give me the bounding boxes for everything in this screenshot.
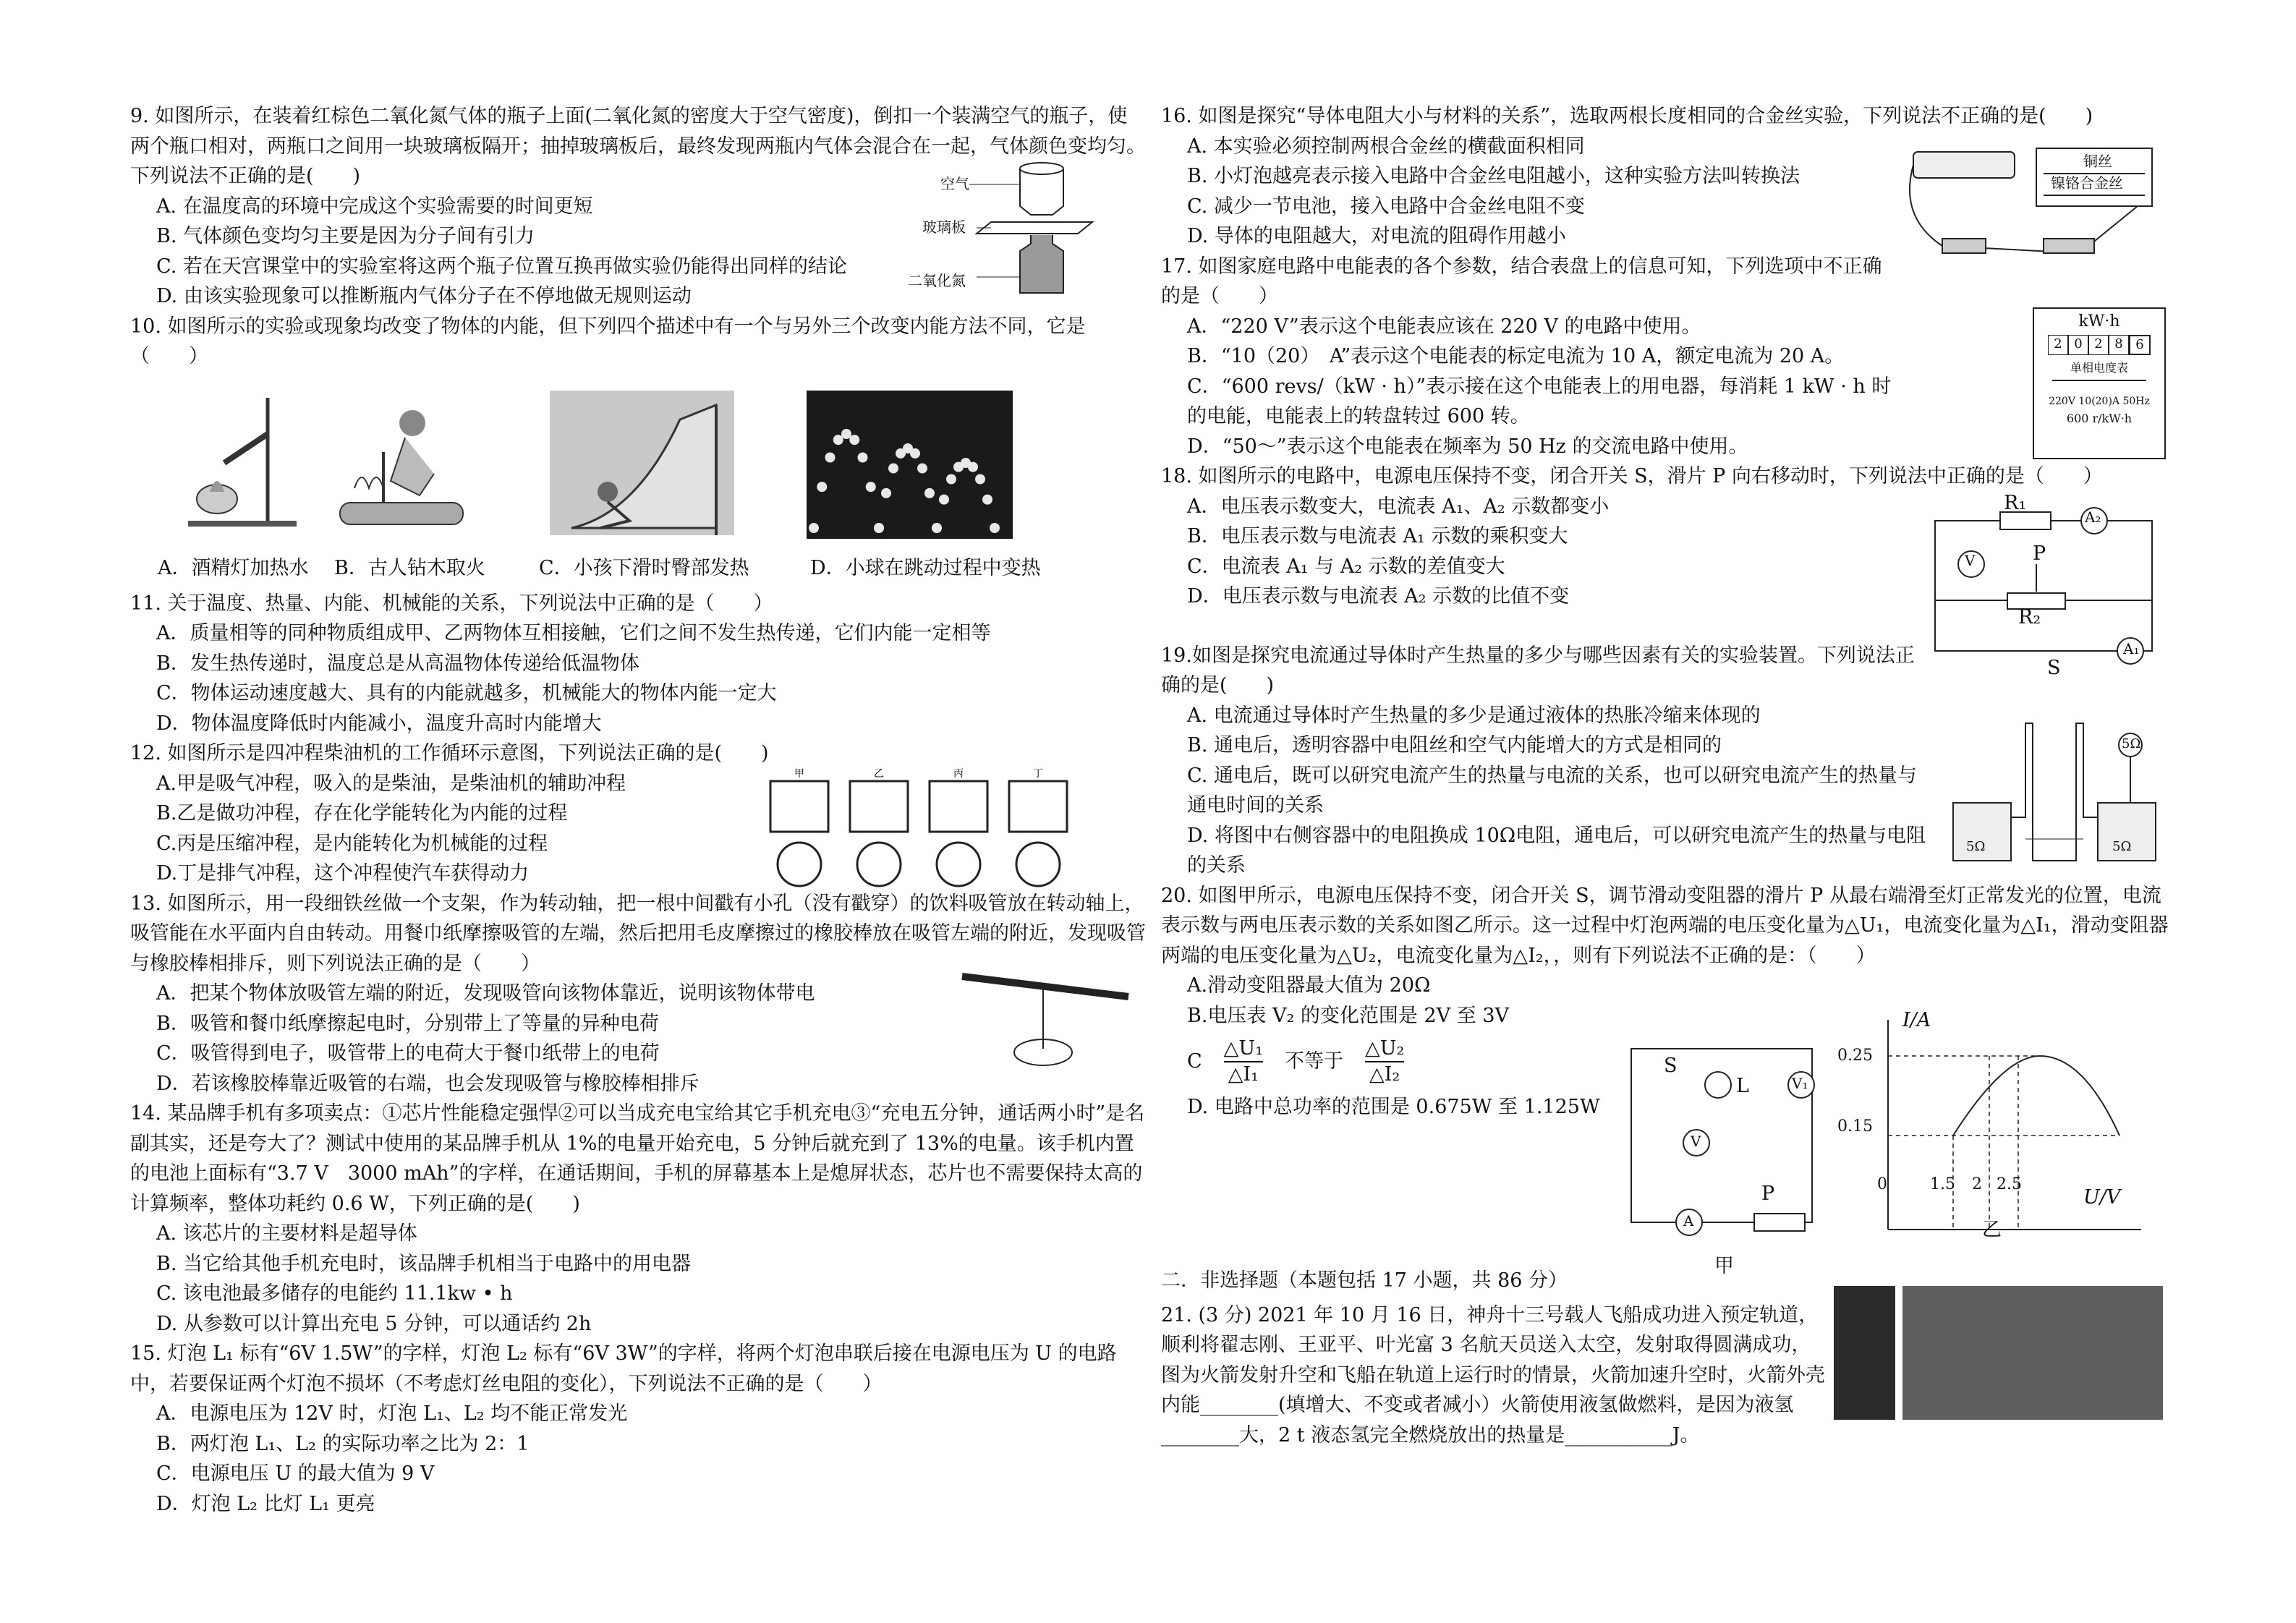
q18-label-a2: A₂ <box>2085 508 2101 526</box>
q10-picture-a <box>181 391 304 532</box>
q9-label-air: 空气 <box>940 175 969 192</box>
q17-meter-disk-icon <box>2052 380 2146 390</box>
q13-option-a: A．把某个物体放吸管左端的附近，发现吸管向该物体靠近，说明该物体带电 <box>156 982 815 1005</box>
q17-option-b: B．“10（20） A”表示这个电能表的标定电流为 10 A，额定电流为 20 A。 <box>1187 345 1845 367</box>
q13-stem: 13. 如图所示，用一段细铁丝做一个支架，作为转动轴，把一根中间戳有小孔（没有戳穿）的饮料吸管放在转动轴上，吸管能在水平面内自由转动。用餐巾纸摩擦吸管的左端，然后把用毛皮摩擦过的橡胶棒放在吸管左端的附近，发现吸管与橡胶棒相排斥，则下列说法正确的是（ ） <box>130 892 1146 975</box>
ball-mark <box>881 488 891 498</box>
q14-stem: 14. 某品牌手机有多项卖点：①芯片性能稳定强悍②可以当成充电宝给其它手机充电③“充电五分钟，通话两小时”是名副其实，还是夸大了？测试中使用的某品牌手机从 1%的电量开始充电，5 分钟后就充到了 13%的电量。该手机内置的电池上面标有“3.7 V 3000 mAh”的字样，在通话期间，手机的屏幕基本上是熄屏状态，芯片也不需要保持太高的计算频率，整体功耗约 0.6 W，下列正确的是( ) <box>130 1102 1145 1215</box>
q20-option-a: A.滑动变阻器最大值为 20Ω <box>1187 974 1431 997</box>
q9-option-a: A. 在温度高的环境中完成这个实验需要的时间更短 <box>156 195 593 218</box>
ball-mark <box>982 495 992 505</box>
question-11 <box>130 589 1147 739</box>
q20-caption-yi: 乙 <box>1982 1219 2002 1241</box>
q17-stem: 17. 如图家庭电路中电能表的各个参数，结合表盘上的信息可知，下列选项中不正确的是（ ） <box>1161 255 1882 307</box>
q11-stem: 11. 关于温度、热量、内能、机械能的关系，下列说法中正确的是（ ） <box>130 592 773 615</box>
q9-option-b: B. 气体颜色变均匀主要是因为分子间有引力 <box>156 225 535 247</box>
q11-option-a: A．质量相等的同种物质组成甲、乙两物体互相接触，它们之间不发生热传递，它们内能一定相等 <box>156 622 991 644</box>
q16-circuit-figure <box>1899 145 2159 268</box>
q20-caption-jia: 甲 <box>1714 1255 1734 1277</box>
q16-stem: 16. 如图是探究“导体电阻大小与材料的关系”，选取两根长度相同的合金丝实验，下列说法不正确的是( ) <box>1161 105 2093 127</box>
q18-label-r2: R₂ <box>2018 606 2041 629</box>
q20-label-v1: V₁ <box>1792 1075 1808 1092</box>
q18-option-a: A．电压表示数变大，电流表 A₁、A₂ 示数都变小 <box>1187 495 1610 518</box>
q20-c-mid: 不等于 <box>1285 1049 1344 1073</box>
q17-option-a: A．“220 V”表示这个电能表应该在 220 V 的电路中使用。 <box>1187 315 1701 338</box>
q10-picture-c <box>550 391 734 535</box>
q11-option-b: B．发生热传递时，温度总是从高温物体传递给低温物体 <box>156 652 639 675</box>
q12-engine-figure <box>756 767 1074 897</box>
q16-option-a: A. 本实验必须控制两根合金丝的横截面积相同 <box>1187 135 1585 158</box>
q19-option-b: B. 通电后，透明容器中电阻丝和空气内能增大的方式是相同的 <box>1187 734 1722 757</box>
ball-mark <box>833 435 843 445</box>
q13-option-c: C．吸管得到电子，吸管带上的电荷大于餐巾纸带上的电荷 <box>156 1042 660 1065</box>
q14-option-d: D. 从参数可以计算出充电 5 分钟，可以通话约 2h <box>156 1312 592 1335</box>
q20-label-s: S <box>1664 1055 1678 1077</box>
q20-option-d: D. 电路中总功率的范围是 0.675W 至 1.125W <box>1187 1096 1600 1118</box>
question-19 <box>1161 641 1928 881</box>
q16-option-b: B. 小灯泡越亮表示接入电路中合金丝电阻越小，这种实验方法叫转换法 <box>1187 165 1800 187</box>
q20-stem: 20. 如图甲所示，电源电压保持不变，闭合开关 S，调节滑动变阻器的滑片 P 从最右端滑至灯正常发光的位置，电流表示数与两电压表示数的关系如图乙所示。这一过程中灯泡两端的电压变化量为△U₁，电流变化量为△I₁，滑动变阻器两端的电压变化量为△U₂，电流变化量为△I₂，，则有下列说法不正确的是：（ ） <box>1161 884 2169 967</box>
q20-c-label: C <box>1187 1049 1202 1073</box>
q18-option-b: B．电压表示数与电流表 A₁ 示数的乘积变大 <box>1187 525 1568 548</box>
q17-digit-4: 8 <box>2109 335 2129 355</box>
q20-circuit-figure <box>1624 1041 1827 1237</box>
ball-mark <box>866 482 876 492</box>
ball-mark <box>849 435 859 445</box>
q20-ytick-015: 0.15 <box>1837 1117 1873 1136</box>
q20-c-frac2 <box>1365 1036 1404 1087</box>
ball-mark <box>858 453 868 463</box>
ball-mark <box>825 453 836 463</box>
q12-option-a: A.甲是吸气冲程，吸入的是柴油，是柴油机的辅助冲程 <box>156 772 626 795</box>
q20-xtick-15: 1.5 <box>1930 1175 1955 1193</box>
q20-graph-ylabel: I/A <box>1902 1009 1931 1031</box>
q10-caption-d: D．小球在跳动过程中变热 <box>810 557 1041 579</box>
q16-label-copper: 铜丝 <box>2083 153 2112 170</box>
ball-mark <box>946 474 956 485</box>
q20-c-den2: △I₂ <box>1369 1062 1400 1086</box>
ball-mark <box>841 429 851 439</box>
q18-label-v: V <box>1965 552 1976 569</box>
q12-engine-label-4: 丁 <box>1033 768 1043 780</box>
q20-label-v: V <box>1691 1133 1701 1150</box>
q20-c-den1: △I₁ <box>1228 1062 1259 1086</box>
q17-digit-3: 2 <box>2088 335 2109 355</box>
q19-option-a: A. 电流通过导体时产生热量的多少是通过液体的热胀冷缩来体现的 <box>1187 704 1761 727</box>
q17-meter-rate: 600 r/kW·h <box>2066 412 2133 425</box>
q20-graph <box>1874 1013 2148 1251</box>
q20-label-p: P <box>1761 1183 1775 1205</box>
q15-option-c: C．电源电压 U 的最大值为 9 V <box>156 1462 435 1485</box>
ball-mark <box>924 488 935 498</box>
q15-option-d: D．灯泡 L₂ 比灯 L₁ 更亮 <box>156 1492 375 1515</box>
q10-picture-b <box>326 394 470 532</box>
q20-graph-xlabel: U/V <box>2083 1186 2121 1209</box>
q13-straw-figure <box>955 962 1136 1070</box>
q11-option-d: D．物体温度降低时内能减小，温度升高时内能增大 <box>156 712 602 735</box>
q9-label-no2: 二氧化氮 <box>908 272 966 289</box>
q21-spaceship-photo <box>1902 1286 2163 1420</box>
question-14 <box>130 1099 1147 1339</box>
q17-meter-spec: 220V 10(20)A 50Hz <box>2049 396 2150 407</box>
q17-meter-unit: kW·h <box>2078 312 2120 331</box>
q12-option-c: C.丙是压缩冲程，是内能转化为机械能的过程 <box>156 832 548 855</box>
q19-label-r-top: 5Ω <box>2122 736 2141 751</box>
q12-engine-label-3: 丙 <box>953 768 964 780</box>
q17-meter-name: 单相电度表 <box>2070 361 2128 375</box>
q9-stem: 9. 如图所示，在装着红棕色二氧化氮气体的瓶子上面(二氧化氮的密度大于空气密度)，倒扣一个装满空气的瓶子，使两个瓶口相对，两瓶口之间用一块玻璃板隔开；抽掉玻璃板后，最终发现两瓶内气体会混合在一起，气体颜色变均匀。下列说法不正确的是( ) <box>130 105 1146 187</box>
q15-option-a: A．电源电压为 12V 时，灯泡 L₁、L₂ 均不能正常发光 <box>156 1402 628 1425</box>
q21-rocket-photo <box>1834 1286 1895 1420</box>
q21-stem: 21. (3 分) 2021 年 10 月 16 日，神舟十三号载人飞船成功进入预定轨道，顺利将翟志刚、王亚平、叶光富 3 名航天员送入太空，发射取得圆满成功，图为火箭发射升空和飞船在轨道上运行时的情景，火箭加速升空时，火箭外壳内能________(填增大、不变或者减小）火箭使用液氢做燃料，是因为液氢________大，2 t 液态氢完全燃烧放出的热量是___________J。 <box>1161 1303 1825 1447</box>
q14-option-a: A. 该芯片的主要材料是超导体 <box>156 1222 417 1245</box>
section-2-heading: 二．非选择题（本题包括 17 小题，共 86 分） <box>1161 1269 1568 1292</box>
q19-option-c: C. 通电后，既可以研究电流产生的热量与电流的关系，也可以研究电流产生的热量与通电时间的关系 <box>1187 764 1917 817</box>
q16-label-nichrome: 镍铬合金丝 <box>2051 174 2123 192</box>
q9-option-d: D. 由该实验现象可以推断瓶内气体分子在不停地做无规则运动 <box>156 285 692 307</box>
q20-curve <box>1953 1056 2119 1136</box>
q12-engine-label-2: 乙 <box>874 768 884 780</box>
q16-option-d: D. 导体的电阻越大，对电流的阻碍作用越小 <box>1187 225 1566 247</box>
q19-label-r-right: 5Ω <box>2112 839 2132 854</box>
q10-caption-a: A．酒精灯加热水 <box>158 557 309 579</box>
q18-label-s: S <box>2047 657 2061 679</box>
question-17 <box>1161 252 1892 462</box>
q10-caption-c: C．小孩下滑时臀部发热 <box>539 557 749 579</box>
q20-label-a: A <box>1683 1212 1694 1230</box>
q11-option-c: C．物体运动速度越大、具有的内能就越多，机械能大的物体内能一定大 <box>156 682 777 704</box>
ball-mark <box>975 474 985 485</box>
q17-option-d: D．“50～”表示这个电能表在频率为 50 Hz 的交流电路中使用。 <box>1187 435 1748 458</box>
q20-option-b: B.电压表 V₂ 的变化范围是 2V 至 3V <box>1187 1004 1510 1027</box>
q13-option-d: D．若该橡胶棒靠近吸管的右端，也会发现吸管与橡胶棒相排斥 <box>156 1072 700 1095</box>
q9-option-c: C. 若在天宫课堂中的实验室将这两个瓶子位置互换再做实验仍能得出同样的结论 <box>156 255 847 278</box>
q20-label-l: L <box>1736 1075 1749 1097</box>
q17-meter-digits <box>2034 335 2164 355</box>
ball-mark <box>809 523 819 533</box>
ball-mark <box>910 448 920 459</box>
q10-stem: 10. 如图所示的实验或现象均改变了物体的内能，但下列四个描述中有一个与另外三个改变内能方法不同，它是（ ） <box>130 315 1086 367</box>
q12-option-d: D.丁是排气冲程，这个冲程使汽车获得动力 <box>156 862 530 885</box>
q20-ytick-025: 0.25 <box>1837 1047 1873 1065</box>
q10-caption-b: B．古人钻木取火 <box>334 557 485 579</box>
ball-mark <box>932 523 942 533</box>
q12-option-b: B.乙是做功冲程，存在化学能转化为内能的过程 <box>156 802 568 825</box>
q18-stem: 18. 如图所示的电路中，电源电压保持不变，闭合开关 S，滑片 P 向右移动时，下列说法中正确的是（ ） <box>1161 465 2103 487</box>
q17-meter <box>2033 307 2166 459</box>
ball-mark <box>990 523 1000 533</box>
question-15 <box>130 1339 1147 1519</box>
q18-option-c: C．电流表 A₁ 与 A₂ 示数的差值变大 <box>1187 555 1505 578</box>
q18-label-r1: R₁ <box>2004 492 2027 514</box>
q20-c-num1: △U₁ <box>1224 1036 1263 1062</box>
q14-option-c: C. 该电池最多储存的电能约 11.1kw • h <box>156 1282 513 1305</box>
ball-mark <box>939 495 949 505</box>
q17-digit-5: 6 <box>2129 335 2151 355</box>
q20-xtick-2: 2 <box>1972 1175 1982 1193</box>
q19-option-d: D. 将图中右侧容器中的电阻换成 10Ω电阻，通电后，可以研究电流产生的热量与电阻的关系 <box>1187 824 1926 877</box>
q9-label-glass: 玻璃板 <box>922 218 966 236</box>
q17-digit-1: 2 <box>2048 335 2068 355</box>
q19-stem: 19.如图是探究电流通过导体时产生热量的多少与哪些因素有关的实验装置。下列说法正确的是( ) <box>1161 644 1915 697</box>
q18-label-p: P <box>2033 542 2046 565</box>
q20-c-frac1 <box>1224 1036 1263 1087</box>
q12-engine-label-1: 甲 <box>794 768 804 780</box>
q16-option-c: C. 减少一节电池，接入电路中合金丝电阻不变 <box>1187 195 1585 218</box>
q20-xtick-25: 2.5 <box>1997 1175 2022 1193</box>
q19-label-r-left: 5Ω <box>1966 839 1986 854</box>
q12-stem: 12. 如图所示是四冲程柴油机的工作循环示意图，下列说法正确的是( ) <box>130 742 769 764</box>
q18-label-a1: A₁ <box>2123 640 2140 657</box>
q10-picture-d <box>807 391 1013 539</box>
section-2-and-q21 <box>1161 1260 1827 1450</box>
ball-mark <box>888 464 898 474</box>
q20-xtick-0: 0 <box>1877 1175 1887 1193</box>
ball-mark <box>817 482 827 492</box>
q17-digit-2: 0 <box>2068 335 2088 355</box>
q14-option-b: B. 当它给其他手机充电时，该品牌手机相当于电路中的用电器 <box>156 1252 692 1275</box>
q17-option-c: C．“600 revs/（kW · h）”表示接在这个电能表上的用电器，每消耗 1 kW · h 时的电能，电能表上的转盘转过 600 转。 <box>1187 375 1892 427</box>
ball-mark <box>874 523 884 533</box>
q15-stem: 15. 灯泡 L₁ 标有“6V 1.5W”的字样，灯泡 L₂ 标有“6V 3W”的字样，将两个灯泡串联后接在电源电压为 U 的电路中，若要保证两个灯泡不损坏（不考虑灯丝电阻的变化），下列说法不正确的是（ ） <box>130 1342 1117 1395</box>
q13-option-b: B．吸管和餐巾纸摩擦起电时，分别带上了等量的异种电荷 <box>156 1012 659 1035</box>
q18-option-d: D．电压表示数与电流表 A₂ 示数的比值不变 <box>1187 585 1570 608</box>
q15-option-b: B．两灯泡 L₁、L₂ 的实际功率之比为 2：1 <box>156 1432 530 1455</box>
q20-c-num2: △U₂ <box>1365 1036 1404 1062</box>
ball-mark <box>968 462 978 472</box>
ball-mark <box>917 464 927 474</box>
